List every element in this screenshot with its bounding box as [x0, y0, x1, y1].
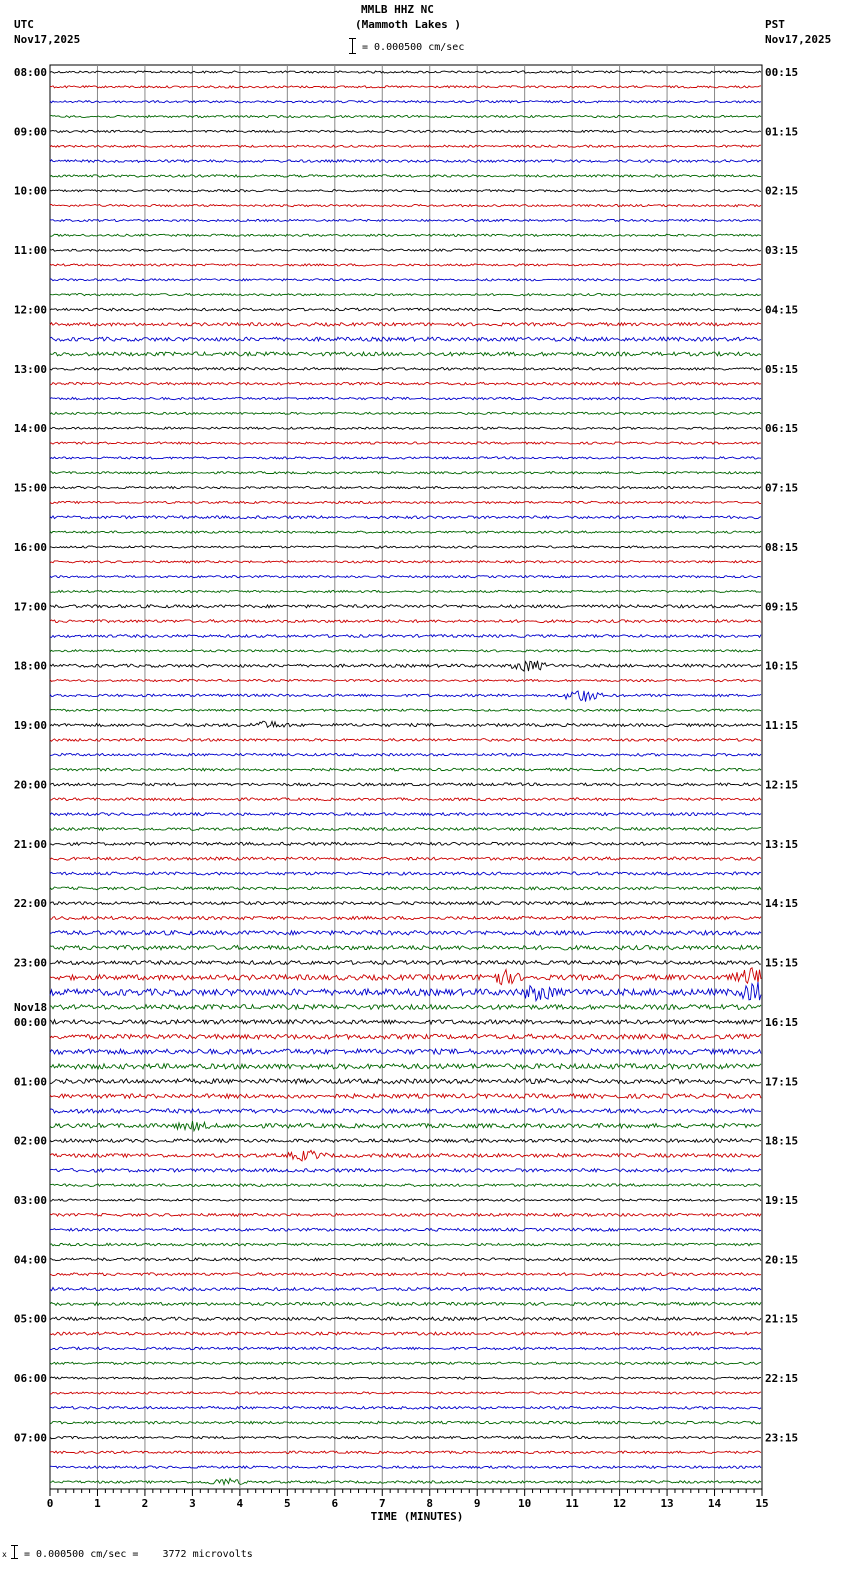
pst-hour-label: 14:15 — [765, 897, 799, 911]
seismic-trace — [50, 753, 761, 756]
seismic-trace — [50, 721, 761, 727]
seismic-trace — [50, 961, 761, 965]
seismic-trace — [50, 1109, 761, 1113]
seismic-trace — [50, 86, 761, 88]
seismic-trace — [50, 352, 761, 356]
seismic-trace — [50, 1199, 761, 1201]
seismic-trace — [50, 590, 761, 592]
pst-hour-label: 08:15 — [765, 540, 799, 554]
pst-hour-label: 15:15 — [765, 956, 799, 970]
x-axis-label: TIME (MINUTES) — [370, 1510, 464, 1523]
seismic-trace — [50, 427, 761, 429]
seismic-trace — [50, 1362, 761, 1364]
seismic-trace — [50, 368, 761, 371]
utc-hour-label: 21:00 — [13, 837, 47, 851]
seismic-trace — [50, 1436, 761, 1438]
x-tick-label: 12 — [612, 1497, 627, 1510]
utc-hour-label: 00:00 — [13, 1015, 47, 1029]
seismic-trace — [50, 412, 761, 414]
seismic-trace — [50, 1347, 761, 1350]
seismic-trace — [50, 1213, 761, 1216]
seismic-trace — [50, 783, 761, 786]
seismic-trace — [50, 1288, 761, 1291]
seismic-trace — [50, 531, 761, 533]
seismic-trace — [50, 1079, 761, 1084]
utc-hour-label: 14:00 — [13, 422, 47, 436]
seismic-trace — [50, 501, 761, 503]
footer-scale-bar-icon — [14, 1545, 15, 1559]
seismic-trace — [50, 1421, 761, 1424]
seismic-trace — [50, 219, 761, 221]
utc-hour-label: 15:00 — [13, 481, 47, 495]
seismic-trace — [50, 279, 761, 281]
seismic-trace — [50, 1332, 761, 1335]
pst-hour-label: 20:15 — [765, 1253, 799, 1267]
pst-hour-label: 10:15 — [765, 659, 799, 673]
seismic-trace — [50, 620, 761, 623]
x-tick-label: 15 — [755, 1497, 769, 1510]
seismic-trace — [50, 1184, 761, 1187]
seismic-trace — [50, 1273, 761, 1276]
x-tick-label: 10 — [518, 1497, 532, 1510]
seismic-trace — [50, 323, 761, 326]
x-tick-label: 9 — [473, 1497, 481, 1510]
seismic-trace — [50, 1407, 761, 1410]
utc-hour-label: 03:00 — [13, 1194, 47, 1207]
seismic-trace — [50, 887, 761, 890]
pst-hour-label: 01:15 — [765, 125, 799, 139]
utc-hour-label: 13:00 — [13, 362, 47, 376]
seismic-trace — [50, 546, 761, 548]
seismic-trace — [50, 145, 761, 147]
seismic-trace — [50, 739, 761, 742]
utc-hour-label: 04:00 — [13, 1253, 47, 1267]
seismic-trace — [50, 1064, 761, 1069]
utc-hour-label: 07:00 — [13, 1431, 47, 1445]
scale-label: = 0.000500 cm/sec — [362, 42, 465, 53]
seismic-trace — [50, 768, 761, 771]
seismic-trace — [50, 101, 761, 103]
seismic-trace — [50, 1094, 761, 1098]
x-tick-label: 13 — [660, 1497, 674, 1510]
pst-hour-label: 11:15 — [765, 719, 799, 733]
utc-hour-label: 05:00 — [13, 1312, 47, 1326]
pst-hour-label: 05:15 — [765, 362, 799, 376]
x-tick-label: 1 — [94, 1497, 101, 1510]
seismic-trace — [50, 1258, 761, 1261]
seismic-trace — [50, 115, 761, 117]
seismic-trace — [50, 205, 761, 207]
pst-hour-label: 03:15 — [765, 244, 799, 258]
station-title: MMLB HHZ NC — [361, 3, 434, 16]
x-tick-label: 14 — [707, 1497, 722, 1510]
seismic-trace — [50, 234, 761, 236]
utc-hour-label: 01:00 — [13, 1075, 47, 1089]
seismic-trace — [50, 1139, 761, 1143]
pst-hour-label: 04:15 — [765, 303, 799, 317]
seismic-trace — [50, 1377, 761, 1379]
seismic-trace — [50, 1478, 761, 1484]
x-tick-label: 4 — [236, 1497, 244, 1510]
seismic-trace — [50, 982, 761, 1001]
seismic-trace — [50, 1228, 761, 1231]
pst-hour-label: 00:15 — [765, 66, 799, 79]
x-tick-label: 7 — [378, 1497, 386, 1510]
seismic-trace — [50, 1169, 761, 1172]
utc-hour-label: 23:00 — [13, 956, 47, 970]
left-timezone: UTC — [14, 18, 34, 31]
pst-hour-label: 07:15 — [765, 481, 799, 495]
seismic-trace — [50, 561, 761, 563]
x-tick-label: 2 — [141, 1497, 149, 1510]
seismic-trace — [50, 175, 761, 177]
x-tick-label: 11 — [565, 1497, 579, 1510]
seismic-trace — [50, 1466, 761, 1468]
utc-hour-label: 12:00 — [13, 303, 47, 317]
date-change-label: Nov18 — [14, 1000, 48, 1014]
seismic-trace — [50, 130, 761, 132]
utc-hour-label: 09:00 — [13, 125, 47, 139]
seismic-trace — [50, 516, 761, 519]
utc-hour-label: 20:00 — [13, 778, 47, 792]
seismic-trace — [50, 472, 761, 474]
x-tick-label: 5 — [284, 1497, 291, 1510]
footer-calibration: = 0.000500 cm/sec = 3772 microvolts — [24, 1549, 253, 1560]
seismic-trace — [50, 308, 761, 311]
pst-hour-label: 22:15 — [765, 1372, 799, 1386]
seismic-trace — [50, 872, 761, 875]
seismic-trace — [50, 1150, 761, 1161]
seismic-trace — [50, 691, 761, 702]
pst-hour-label: 18:15 — [765, 1134, 799, 1148]
seismic-trace — [50, 337, 761, 341]
seismic-trace — [50, 828, 761, 831]
left-date: Nov17,2025 — [14, 33, 81, 46]
seismic-trace — [50, 635, 761, 638]
pst-hour-label: 02:15 — [765, 184, 799, 198]
utc-hour-label: 19:00 — [13, 719, 47, 733]
right-date: Nov17,2025 — [765, 33, 832, 46]
seismic-trace — [50, 1005, 761, 1010]
seismic-trace — [50, 1451, 761, 1453]
seismic-trace — [50, 1302, 761, 1305]
x-tick-label: 0 — [46, 1497, 54, 1510]
pst-hour-label: 12:15 — [765, 778, 799, 792]
seismic-trace — [50, 576, 761, 578]
seismic-trace — [50, 842, 761, 845]
pst-hour-label: 19:15 — [765, 1194, 799, 1207]
seismic-trace — [50, 1121, 761, 1131]
seismic-trace — [50, 249, 761, 251]
pst-hour-label: 21:15 — [765, 1312, 799, 1326]
seismic-trace — [50, 1049, 761, 1054]
seismic-trace — [50, 160, 761, 163]
footer-marker: x — [2, 1550, 7, 1559]
seismic-trace — [50, 397, 761, 399]
utc-hour-label: 06:00 — [13, 1372, 47, 1386]
seismic-trace — [50, 1392, 761, 1394]
seismic-trace — [50, 902, 761, 905]
seismic-trace — [50, 1317, 761, 1320]
utc-hour-label: 11:00 — [13, 244, 47, 258]
seismic-trace — [50, 916, 761, 919]
seismic-trace — [50, 382, 761, 385]
utc-hour-label: 18:00 — [13, 659, 47, 673]
seismic-trace — [50, 968, 761, 985]
seismic-trace — [50, 294, 761, 296]
utc-hour-label: 22:00 — [13, 897, 47, 911]
seismic-trace — [50, 931, 761, 935]
seismic-trace — [50, 679, 761, 681]
location-title: (Mammoth Lakes ) — [355, 18, 461, 31]
seismic-trace — [50, 813, 761, 816]
pst-hour-label: 06:15 — [765, 422, 799, 436]
seismic-trace — [50, 857, 761, 860]
seismic-trace — [50, 605, 761, 608]
seismic-trace — [50, 190, 761, 192]
x-tick-label: 6 — [331, 1497, 339, 1510]
seismic-trace — [50, 71, 761, 73]
seismic-trace — [50, 798, 761, 801]
utc-hour-label: 02:00 — [13, 1134, 47, 1148]
x-tick-label: 3 — [189, 1497, 196, 1510]
seismic-trace — [50, 709, 761, 711]
pst-hour-label: 09:15 — [765, 600, 799, 614]
seismic-trace — [50, 1020, 761, 1024]
utc-hour-label: 16:00 — [13, 540, 47, 554]
pst-hour-label: 16:15 — [765, 1015, 799, 1029]
seismic-trace — [50, 1243, 761, 1246]
pst-hour-label: 13:15 — [765, 837, 799, 851]
utc-hour-label: 10:00 — [13, 184, 47, 198]
seismic-trace — [50, 661, 761, 671]
seismic-trace — [50, 264, 761, 266]
pst-hour-label: 23:15 — [765, 1431, 799, 1445]
seismic-trace — [50, 442, 761, 444]
x-tick-label: 8 — [426, 1497, 434, 1510]
seismic-trace — [50, 457, 761, 459]
seismic-trace — [50, 650, 761, 652]
pst-hour-label: 17:15 — [765, 1075, 799, 1089]
seismic-trace — [50, 487, 761, 489]
utc-hour-label: 17:00 — [13, 600, 47, 614]
utc-hour-label: 08:00 — [13, 66, 47, 79]
right-timezone: PST — [765, 18, 785, 31]
seismic-trace — [50, 1034, 761, 1039]
seismic-trace — [50, 946, 761, 950]
